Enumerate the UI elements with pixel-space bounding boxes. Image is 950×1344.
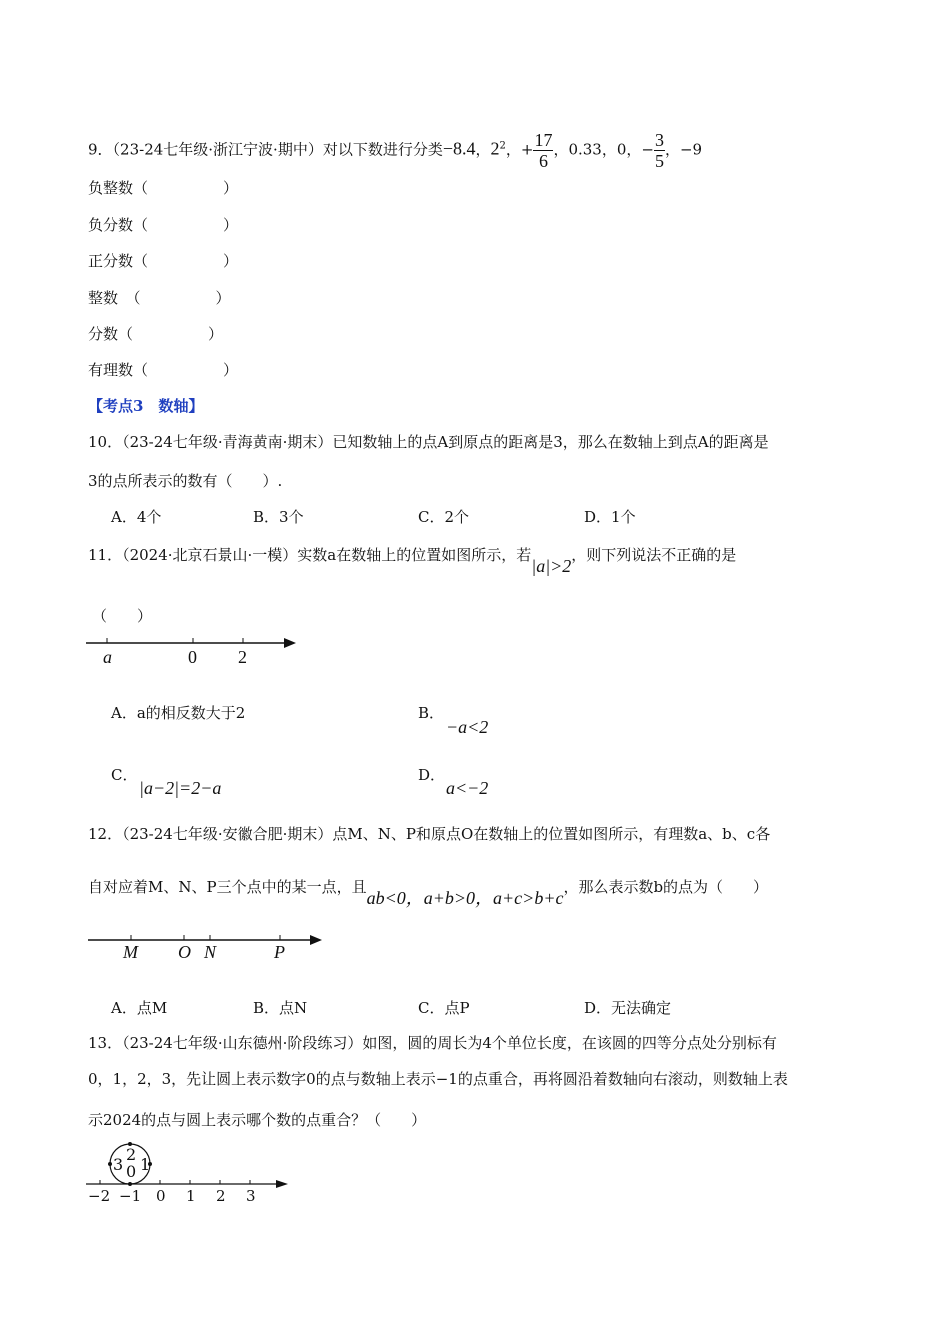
sep: ，+ [505,140,534,159]
num: −8.4 [442,138,476,159]
q10-option-b: B．3个 [253,508,304,526]
q13-line2: 0，1，2，3，先让圆上表示数字0的点与数轴上表示−1的点重合，再将圆沿着数轴向右滚动，则数轴上表 [88,1070,788,1088]
q10-option-c: C．2个 [418,508,470,526]
numerator: 17 [534,130,553,150]
axis-label-neg1: −1 [119,1187,142,1205]
circle-label-3: 3 [113,1155,124,1174]
axis-label-neg2: −2 [88,1187,111,1205]
axis-label-1: 1 [186,1187,196,1205]
q11-stem-cont: ，则下列说法不正确的是 [571,546,737,564]
q10-line2: 3的点所表示的数有（ ）. [88,472,283,490]
q11-option-c-label: C． [111,766,138,784]
axis-label-o: O [178,942,191,962]
q10-option-d: D．1个 [584,508,636,526]
circle-label-2: 2 [126,1145,137,1164]
q12-option-a: A．点M [111,999,168,1017]
q11-option-d-label: D． [418,766,446,784]
exponent: 2 [499,140,506,152]
numerator: 3 [654,130,664,150]
axis-label-3: 3 [246,1187,256,1205]
axis-label-n: N [204,942,217,962]
q9-stem: 9．（23-24七年级·浙江宁波·期中）对以下数进行分类 [88,140,443,159]
axis-label-0: 0 [188,647,197,667]
category-negative-integer: 负整数（ ） [88,179,239,197]
q12-conditions: ab<0，a+b>0，a+c>b+c [366,888,564,908]
axis-label-m: M [123,942,138,962]
category-negative-fraction: 负分数（ ） [88,216,239,234]
q10-line1: 10．（23-24七年级·青海黄南·期末）已知数轴上的点A到原点的距离是3，那么在数轴上到点A的距离是 [88,433,769,451]
q11-option-b-text: −a<2 [446,717,489,737]
denominator: 6 [538,151,548,171]
num: 2 [490,138,500,159]
sep: ， [475,140,491,159]
q12-option-c: C．点P [418,999,470,1017]
category-integer: 整数 （ ） [88,289,231,307]
category-positive-fraction: 正分数（ ） [88,252,239,270]
q11-option-d-text: a<−2 [446,778,489,798]
circle-label-0: 0 [126,1162,137,1181]
section-heading: 【考点3 数轴】 [88,397,204,415]
q11-option-b-label: B． [418,704,445,722]
sep: ，−9 [664,140,703,159]
denominator: 5 [654,151,664,171]
q11-condition: |a|>2 [531,556,572,576]
category-fraction: 分数（ ） [88,325,224,343]
q13-line1: 13．（23-24七年级·山东德州·阶段练习）如图，圆的周长为4个单位长度，在该圆的四等分点处分别标有 [88,1034,777,1052]
sep: ，0.33，0，− [553,140,654,159]
axis-label-2: 2 [216,1187,226,1205]
q12-line2b: ，那么表示数b的点为（ ） [563,878,769,896]
q11-stem: 11．（2024·北京石景山·一模）实数a在数轴上的位置如图所示，若 [88,546,532,564]
q12-option-b: B．点N [253,999,308,1017]
axis-label-2: 2 [238,647,247,667]
circle-label-1: 1 [140,1155,151,1174]
option-label: A． [111,704,137,722]
axis-label-a: a [103,647,112,667]
q12-line2a: 自对应着M、N、P三个点中的某一点，且 [88,878,367,896]
axis-label-0: 0 [156,1187,166,1205]
q11-option-c-text: |a−2|=2−a [139,778,222,798]
q11-answer-paren: （ ） [92,607,153,625]
q13-line3: 示2024的点与圆上表示哪个数的点重合？（ ） [88,1111,427,1129]
category-rational: 有理数（ ） [88,361,239,379]
q10-option-a: A．4个 [111,508,162,526]
q12-line1: 12．（23-24七年级·安徽合肥·期末）点M、N、P和原点O在数轴上的位置如图所示，有理数a、b、c各 [88,825,771,843]
option-text: a的相反数大于2 [136,704,246,722]
axis-label-p: P [274,942,285,962]
q12-option-d: D．无法确定 [584,999,672,1017]
